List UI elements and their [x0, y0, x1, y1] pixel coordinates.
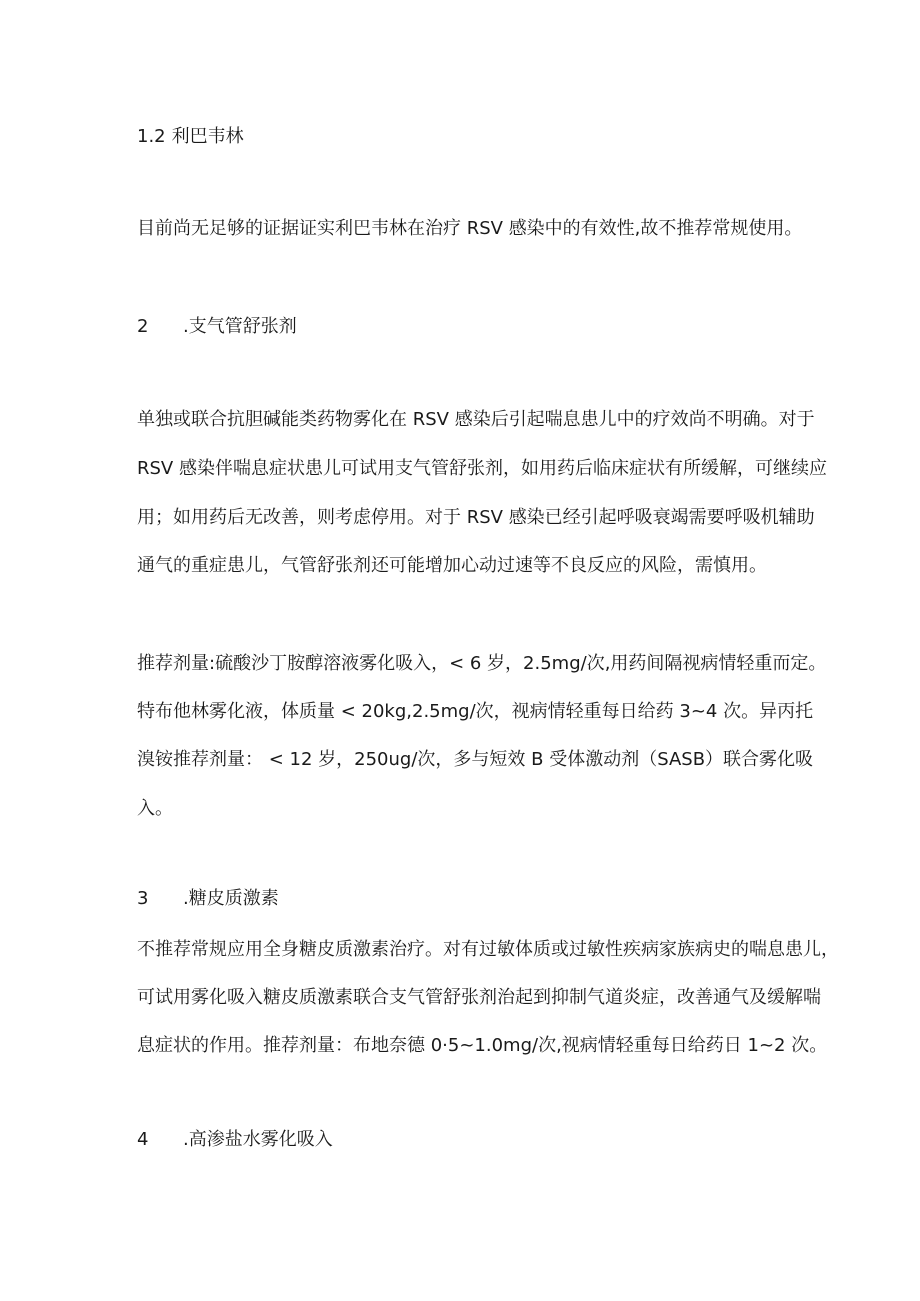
section-number: 3 — [137, 888, 149, 909]
section-title: 利巴韦林 — [171, 126, 244, 147]
section-number: 1.2 — [137, 126, 166, 147]
section-number: 4 — [137, 1129, 149, 1150]
paragraph-line: 单独或联合抗胆碱能类药物雾化在 RSV 感染后引起喘息患儿中的疗效尚不明确。对于 — [137, 409, 815, 430]
paragraph-line: 息症状的作用。推荐剂量：布地奈德 0·5~1.0mg/次,视病情轻重每日给药日 1~2 次。 — [137, 1035, 828, 1056]
paragraph-line: 不推荐常规应用全身糖皮质激素治疗。对有过敏体质或过敏性疾病家族病史的喘息患儿， — [137, 939, 839, 960]
section-title: .支气管舒张剂 — [183, 316, 297, 337]
section-number: 2 — [137, 316, 149, 337]
paragraph-line: 通气的重症患儿，气管舒张剂还可能增加心动过速等不良反应的风险，需慎用。 — [137, 555, 767, 576]
paragraph-line: 溴铵推荐剂量： < 12 岁，250ug/次，多与短效 B 受体激动剂（SASB）联合雾化吸 — [137, 749, 814, 770]
section-heading — [137, 314, 297, 340]
paragraph-line: RSV 感染伴喘息症状患儿可试用支气管舒张剂，如用药后临床症状有所缓解，可继续应 — [137, 458, 827, 479]
section-title: .糖皮质激素 — [183, 888, 279, 909]
section-heading — [137, 1127, 333, 1153]
paragraph-line: 可试用雾化吸入糖皮质激素联合支气管舒张剂治起到抑制气道炎症，改善通气及缓解喘 — [137, 987, 821, 1008]
section-title: .高渗盐水雾化吸入 — [183, 1129, 333, 1150]
paragraph-line: 入。 — [137, 798, 173, 819]
paragraph-line: 用；如用药后无改善，则考虑停用。对于 RSV 感染已经引起呼吸衰竭需要呼吸机辅助 — [137, 507, 815, 528]
paragraph-line: 推荐剂量:硫酸沙丁胺醇溶液雾化吸入，< 6 岁，2.5mg/次,用药间隔视病情轻重而定。 — [137, 653, 827, 674]
paragraph-line: 目前尚无足够的证据证实利巴韦林在治疗 RSV 感染中的有效性,故不推荐常规使用。 — [137, 218, 803, 239]
section-heading — [137, 886, 279, 912]
section-heading — [137, 124, 244, 150]
paragraph-line: 特布他林雾化液，体质量 < 20kg,2.5mg/次，视病情轻重每日给药 3~4 次。异丙托 — [137, 701, 814, 722]
